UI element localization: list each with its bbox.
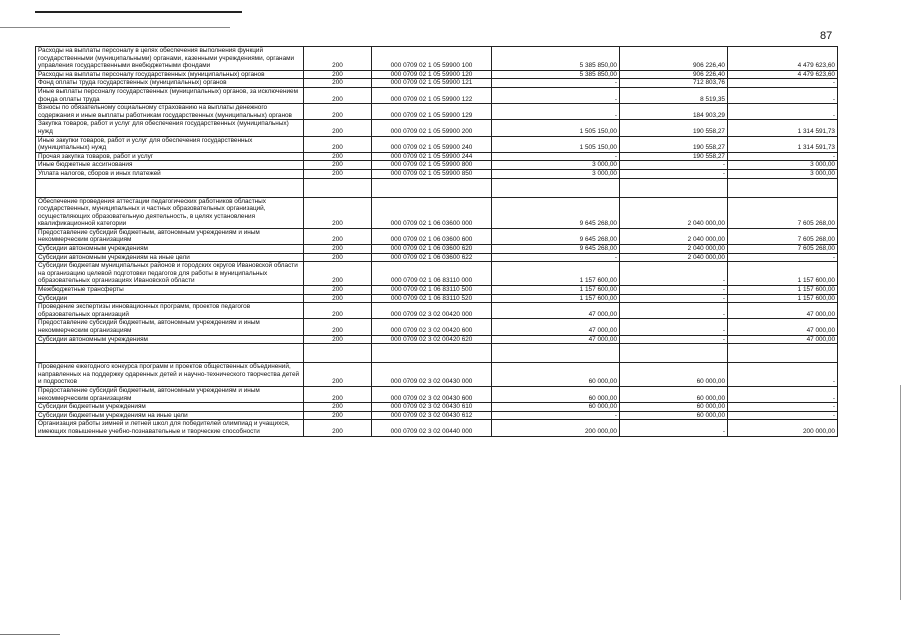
row-approved: - [492,104,620,120]
row-approved: 1 505 150,00 [492,136,620,152]
row-executed: 906 226,40 [620,47,728,71]
row-executed: 906 226,40 [620,70,728,79]
row-code: 200 [304,319,372,335]
row-unexecuted [728,344,838,363]
row-approved: 47 000,00 [492,335,620,344]
table-row [36,403,838,412]
table-row [36,79,838,88]
row-code: 200 [304,245,372,254]
scan-top-rule-thin [0,27,230,28]
row-unexecuted: 7 605 268,00 [728,245,838,254]
row-unexecuted: 1 157 600,00 [728,262,838,286]
row-unexecuted: - [728,152,838,161]
row-approved: - [492,152,620,161]
row-approved: 9 645 268,00 [492,245,620,254]
row-name: Прочая закупка товаров, работ и услуг [36,152,304,161]
row-code: 200 [304,253,372,262]
row-code: 200 [304,286,372,295]
row-name: Уплата налогов, сборов и иных платежей [36,169,304,178]
table-body [36,47,838,437]
row-unexecuted: 3 000,00 [728,169,838,178]
row-executed: 190 558,27 [620,152,728,161]
table-row [36,152,838,161]
row-unexecuted: 1 314 591,73 [728,120,838,136]
row-approved: 60 000,00 [492,386,620,402]
row-classification: 000 0709 02 1 05 59900 240 [372,136,492,152]
row-executed: 60 000,00 [620,403,728,412]
table-row [36,420,838,436]
row-code: 200 [304,420,372,436]
row-executed: 60 000,00 [620,386,728,402]
row-classification: 000 0709 02 3 02 00420 620 [372,335,492,344]
row-unexecuted: 4 479 623,60 [728,70,838,79]
spacer-row [36,344,838,363]
row-name: Фонд оплаты труда государственных (муниципальных) органов [36,79,304,88]
row-approved: 60 000,00 [492,363,620,387]
row-classification: 000 0709 02 1 06 03600 000 [372,197,492,228]
row-name: Проведение ежегодного конкурса программ и проектов общественных объединений, направленных на поддержку одаренных детей и научно-технического творчества детей и подростков [36,363,304,387]
row-approved: 3 000,00 [492,169,620,178]
row-executed: - [620,303,728,319]
row-unexecuted: 1 157 600,00 [728,294,838,303]
row-code: 200 [304,411,372,420]
table-row [36,294,838,303]
row-name: Субсидии бюджетным учреждениям [36,403,304,412]
row-unexecuted: - [728,104,838,120]
row-executed: 60 000,00 [620,363,728,387]
row-executed: 184 903,29 [620,104,728,120]
table-row [36,335,838,344]
row-executed: - [620,335,728,344]
row-code: 200 [304,262,372,286]
row-executed: - [620,420,728,436]
row-name: Субсидии [36,294,304,303]
row-code [304,344,372,363]
table-row [36,253,838,262]
row-unexecuted: 4 479 623,60 [728,47,838,71]
row-approved [492,178,620,197]
row-code: 200 [304,294,372,303]
row-classification: 000 0709 02 1 05 59900 850 [372,169,492,178]
row-approved: 200 000,00 [492,420,620,436]
row-name: Расходы на выплаты персоналу в целях обеспечения выполнения функций государственными (муниципальными) органами, казенными учреждениями, органами управления государственными внебюджетными фондами [36,47,304,71]
row-code: 200 [304,386,372,402]
row-classification: 000 0709 02 1 06 83110 500 [372,286,492,295]
row-executed: 712 803,76 [620,79,728,88]
row-name: Проведение экспертизы инновационных программ, проектов педагогов образовательных организаций [36,303,304,319]
row-approved: 1 157 600,00 [492,286,620,295]
row-unexecuted: 1 157 600,00 [728,286,838,295]
row-classification: 000 0709 02 3 02 00430 000 [372,363,492,387]
row-unexecuted [728,178,838,197]
row-name: Расходы на выплаты персоналу государственных (муниципальных) органов [36,70,304,79]
row-code: 200 [304,79,372,88]
row-classification: 000 0709 02 1 05 59900 120 [372,70,492,79]
row-name: Предоставление субсидий бюджетным, автономным учреждениям и иным некоммерческим организациям [36,386,304,402]
table-row [36,136,838,152]
row-name: Иные бюджетные ассигнования [36,161,304,170]
row-classification: 000 0709 02 1 05 59900 244 [372,152,492,161]
row-code: 200 [304,152,372,161]
row-classification: 000 0709 02 1 05 59900 800 [372,161,492,170]
row-name: Субсидии автономным учреждениям [36,335,304,344]
row-code: 200 [304,169,372,178]
table-row [36,104,838,120]
row-name: Межбюджетные трансферты [36,286,304,295]
row-code: 200 [304,335,372,344]
row-executed: 190 558,27 [620,136,728,152]
table-row [36,363,838,387]
row-name: Субсидии бюджетным учреждениям на иные цели [36,411,304,420]
row-classification: 000 0709 02 1 06 03600 620 [372,245,492,254]
row-unexecuted: - [728,79,838,88]
row-executed: - [620,169,728,178]
row-unexecuted: 47 000,00 [728,319,838,335]
row-unexecuted: 47 000,00 [728,303,838,319]
row-name: Субсидии автономным учреждениям [36,245,304,254]
row-code: 200 [304,403,372,412]
row-code: 200 [304,136,372,152]
row-executed: - [620,319,728,335]
table-row [36,411,838,420]
table-row [36,303,838,319]
row-approved: 1 157 600,00 [492,262,620,286]
table-row [36,120,838,136]
row-code: 200 [304,228,372,244]
row-classification: 000 0709 02 1 05 59900 100 [372,47,492,71]
row-code: 200 [304,303,372,319]
row-unexecuted: 200 000,00 [728,420,838,436]
row-name: Иные закупки товаров, работ и услуг для обеспечения государственных (муниципальных) нужд [36,136,304,152]
row-unexecuted: - [728,363,838,387]
row-code: 200 [304,104,372,120]
row-classification: 000 0709 02 1 06 03600 622 [372,253,492,262]
row-name: Субсидии бюджетам муниципальных районов и городских округов Ивановской области на организацию целевой подготовки педагогов для работы в муниципальных образовательных организациях Ивановской области [36,262,304,286]
row-approved: 9 645 268,00 [492,228,620,244]
row-classification: 000 0709 02 1 06 83110 000 [372,262,492,286]
row-unexecuted: - [728,386,838,402]
scan-bottom-rule [0,634,60,635]
table-row [36,161,838,170]
row-approved: 9 645 268,00 [492,197,620,228]
row-executed: 2 040 000,00 [620,245,728,254]
row-code: 200 [304,70,372,79]
row-name [36,344,304,363]
row-name: Предоставление субсидий бюджетным, автономным учреждениям и иным некоммерческим организациям [36,228,304,244]
row-code [304,178,372,197]
row-name: Субсидии автономным учреждениям на иные цели [36,253,304,262]
row-approved: 5 385 850,00 [492,47,620,71]
row-approved: - [492,87,620,103]
row-name: Организация работы зимней и летней школ для победителей олимпиад и учащихся, имеющих повышенные учебно-познавательные и творческие способности [36,420,304,436]
budget-execution-table [35,46,838,437]
row-classification: 000 0709 02 1 06 83110 520 [372,294,492,303]
row-executed: - [620,294,728,303]
row-executed: 2 040 000,00 [620,253,728,262]
table-row [36,319,838,335]
page-number: 87 [820,30,833,42]
row-approved: 47 000,00 [492,319,620,335]
row-unexecuted: 7 605 268,00 [728,197,838,228]
row-executed: - [620,286,728,295]
row-approved: 47 000,00 [492,303,620,319]
row-executed [620,178,728,197]
table-row [36,286,838,295]
row-executed: 2 040 000,00 [620,228,728,244]
row-name: Обеспечение проведения аттестации педагогических работников областных государственных, муниципальных и частных образовательных организаций, осуществляющих образовательную деятельность, в целях установления квалификационной категории [36,197,304,228]
row-classification: 000 0709 02 1 05 59900 129 [372,104,492,120]
row-classification: 000 0709 02 3 02 00430 610 [372,403,492,412]
row-approved: 1 157 600,00 [492,294,620,303]
row-name: Закупка товаров, работ и услуг для обеспечения государственных (муниципальных) нужд [36,120,304,136]
table-row [36,169,838,178]
row-approved [492,344,620,363]
table-row [36,87,838,103]
table-row [36,47,838,71]
row-code: 200 [304,120,372,136]
row-approved: 1 505 150,00 [492,120,620,136]
row-unexecuted: - [728,87,838,103]
spacer-row [36,178,838,197]
row-approved: 5 385 850,00 [492,70,620,79]
row-unexecuted: - [728,411,838,420]
row-executed: 60 000,00 [620,411,728,420]
row-classification: 000 0709 02 1 05 59900 121 [372,79,492,88]
row-classification: 000 0709 02 3 02 00430 600 [372,386,492,402]
row-classification: 000 0709 02 3 02 00430 612 [372,411,492,420]
row-approved: 60 000,00 [492,403,620,412]
row-code: 200 [304,47,372,71]
row-unexecuted: 7 605 268,00 [728,228,838,244]
row-approved: - [492,253,620,262]
row-executed [620,344,728,363]
scan-right-edge [900,385,901,600]
row-executed: 190 558,27 [620,120,728,136]
row-executed: - [620,161,728,170]
row-approved: - [492,79,620,88]
table-row [36,70,838,79]
row-classification [372,178,492,197]
row-name [36,178,304,197]
table-row [36,245,838,254]
row-executed: 8 519,35 [620,87,728,103]
row-executed: 2 040 000,00 [620,197,728,228]
table-row [36,262,838,286]
row-code: 200 [304,161,372,170]
row-name: Взносы по обязательному социальному страхованию на выплаты денежного содержания и иные выплаты работникам государственных (муниципальных) органов [36,104,304,120]
row-unexecuted: - [728,253,838,262]
row-unexecuted: 47 000,00 [728,335,838,344]
row-name: Предоставление субсидий бюджетным, автономным учреждениям и иным некоммерческим организациям [36,319,304,335]
row-classification: 000 0709 02 1 05 59900 200 [372,120,492,136]
row-unexecuted: - [728,403,838,412]
row-code: 200 [304,87,372,103]
row-executed: - [620,262,728,286]
row-classification: 000 0709 02 3 02 00420 600 [372,319,492,335]
row-classification: 000 0709 02 3 02 00440 000 [372,420,492,436]
table-row [36,197,838,228]
row-classification: 000 0709 02 1 05 59900 122 [372,87,492,103]
row-approved: - [492,411,620,420]
table-row [36,386,838,402]
row-unexecuted: 1 314 591,73 [728,136,838,152]
table-row [36,228,838,244]
row-unexecuted: 3 000,00 [728,161,838,170]
row-classification: 000 0709 02 3 02 00420 000 [372,303,492,319]
row-code: 200 [304,363,372,387]
row-classification: 000 0709 02 1 06 03600 600 [372,228,492,244]
row-name: Иные выплаты персоналу государственных (муниципальных) органов, за исключением фонда оплаты труда [36,87,304,103]
row-approved: 3 000,00 [492,161,620,170]
row-classification [372,344,492,363]
row-code: 200 [304,197,372,228]
scan-top-rule [35,11,242,13]
